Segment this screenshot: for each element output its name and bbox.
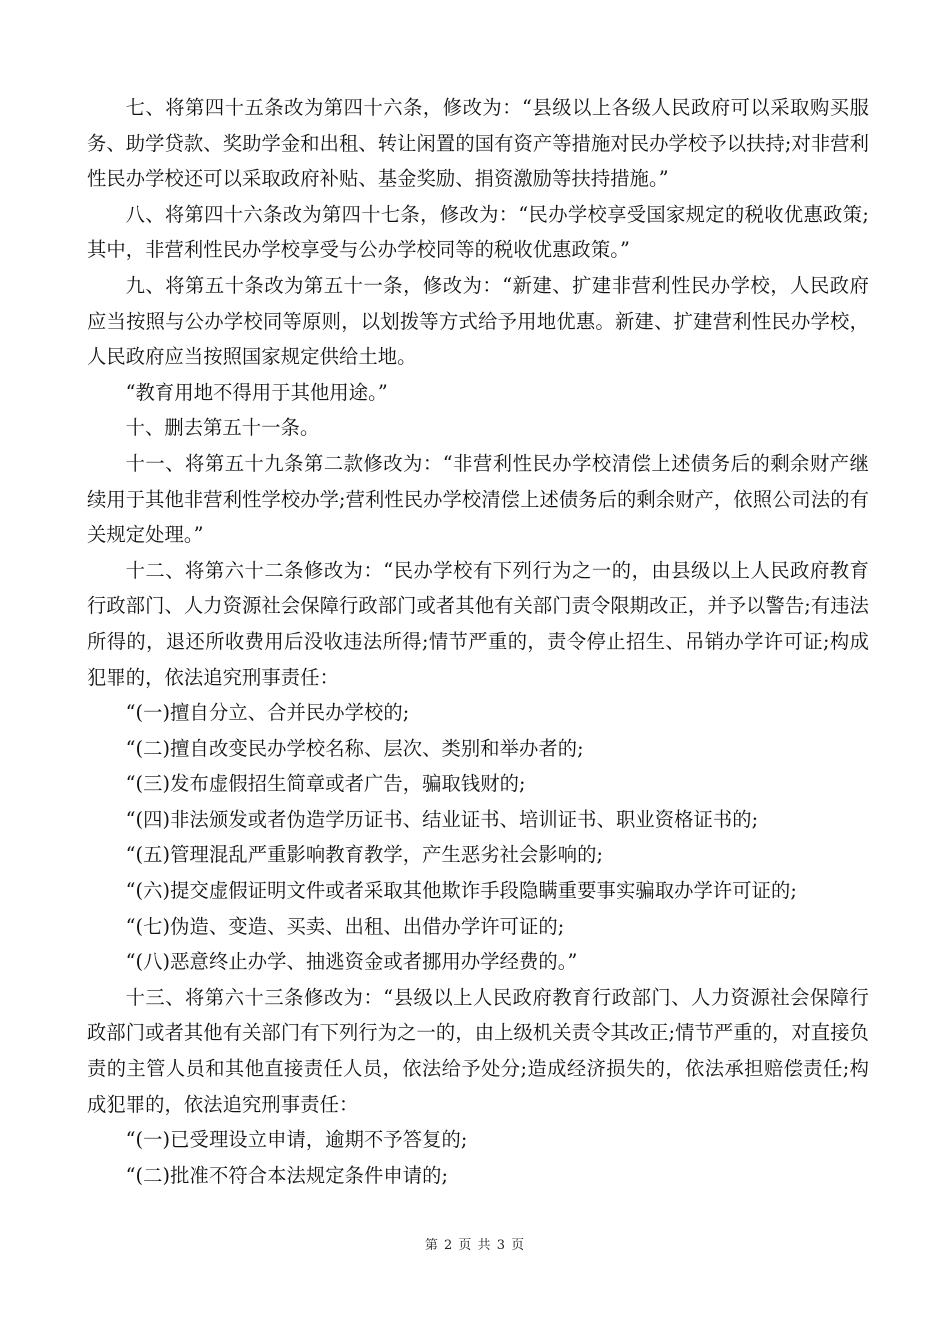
list-item-12-3: “(三)发布虚假招生简章或者广告，骗取钱财的; xyxy=(125,772,526,796)
list-item-12-8: “(八)恶意终止办学、抽逃资金或者挪用办学经费的。” xyxy=(125,950,578,974)
paragraph-article-9: 九、将第五十条改为第五十一条，修改为：“新建、扩建非营利性民办学校，人民政府应当按照与公办学校同等原则，以划拨等方式给予用地优惠。新建、扩建营利性民办学校，人民政府应当按照国家规定供给土地。 xyxy=(87,273,869,369)
list-item-12-1: “(一)擅自分立、合并民办学校的; xyxy=(125,701,410,725)
paragraph-article-9-clause: “教育用地不得用于其他用途。” xyxy=(125,380,388,404)
document-body xyxy=(87,90,869,1193)
paragraph-article-7: 七、将第四十五条改为第四十六条，修改为：“县级以上各级人民政府可以采取购买服务、助学贷款、奖助学金和出租、转让闲置的国有资产等措施对民办学校予以扶持;对非营利性民办学校还可以采取政府补贴、基金奖励、捐资激励等扶持措施。” xyxy=(87,96,869,191)
paragraph-article-12: 十二、将第六十二条修改为：“民办学校有下列行为之一的，由县级以上人民政府教育行政部门、人力资源社会保障行政部门或者其他有关部门责令限期改正，并予以警告;有违法所得的，退还所收费用后没收违法所得;情节严重的，责令停止招生、吊销办学许可证;构成犯罪的，依法追究刑事责任： xyxy=(87,558,869,689)
page-number-footer: 第 2 页 共 3 页 xyxy=(424,1238,526,1253)
list-item-12-6: “(六)提交虚假证明文件或者采取其他欺诈手段隐瞒重要事实骗取办学许可证的; xyxy=(125,879,797,903)
list-item-12-5: “(五)管理混乱严重影响教育教学，产生恶劣社会影响的; xyxy=(125,843,604,867)
list-item-13-2: “(二)批准不符合本法规定条件申请的; xyxy=(125,1163,449,1187)
list-item-12-7: “(七)伪造、变造、买卖、出租、出借办学许可证的; xyxy=(125,914,565,938)
list-item-12-4: “(四)非法颁发或者伪造学历证书、结业证书、培训证书、职业资格证书的; xyxy=(125,807,759,831)
paragraph-article-13: 十三、将第六十三条修改为：“县级以上人民政府教育行政部门、人力资源社会保障行政部门或者其他有关部门有下列行为之一的，由上级机关责令其改正;情节严重的，对直接负责的主管人员和其他直接责任人员，依法给予处分;造成经济损失的，依法承担赔偿责任;构成犯罪的，依法追究刑事责任： xyxy=(87,985,869,1116)
paragraph-article-11: 十一、将第五十九条第二款修改为：“非营利性民办学校清偿上述债务后的剩余财产继续用于其他非营利性学校办学;营利性民办学校清偿上述债务后的剩余财产，依照公司法的有关规定处理。” xyxy=(87,451,869,547)
list-item-13-1: “(一)已受理设立申请，逾期不予答复的; xyxy=(125,1128,468,1152)
list-item-12-2: “(二)擅自改变民办学校名称、层次、类别和举办者的; xyxy=(125,736,584,760)
paragraph-article-8: 八、将第四十六条改为第四十七条，修改为：“民办学校享受国家规定的税收优惠政策;其中，非营利性民办学校享受与公办学校同等的税收优惠政策。” xyxy=(87,202,869,262)
paragraph-article-10: 十、删去第五十一条。 xyxy=(125,416,320,440)
